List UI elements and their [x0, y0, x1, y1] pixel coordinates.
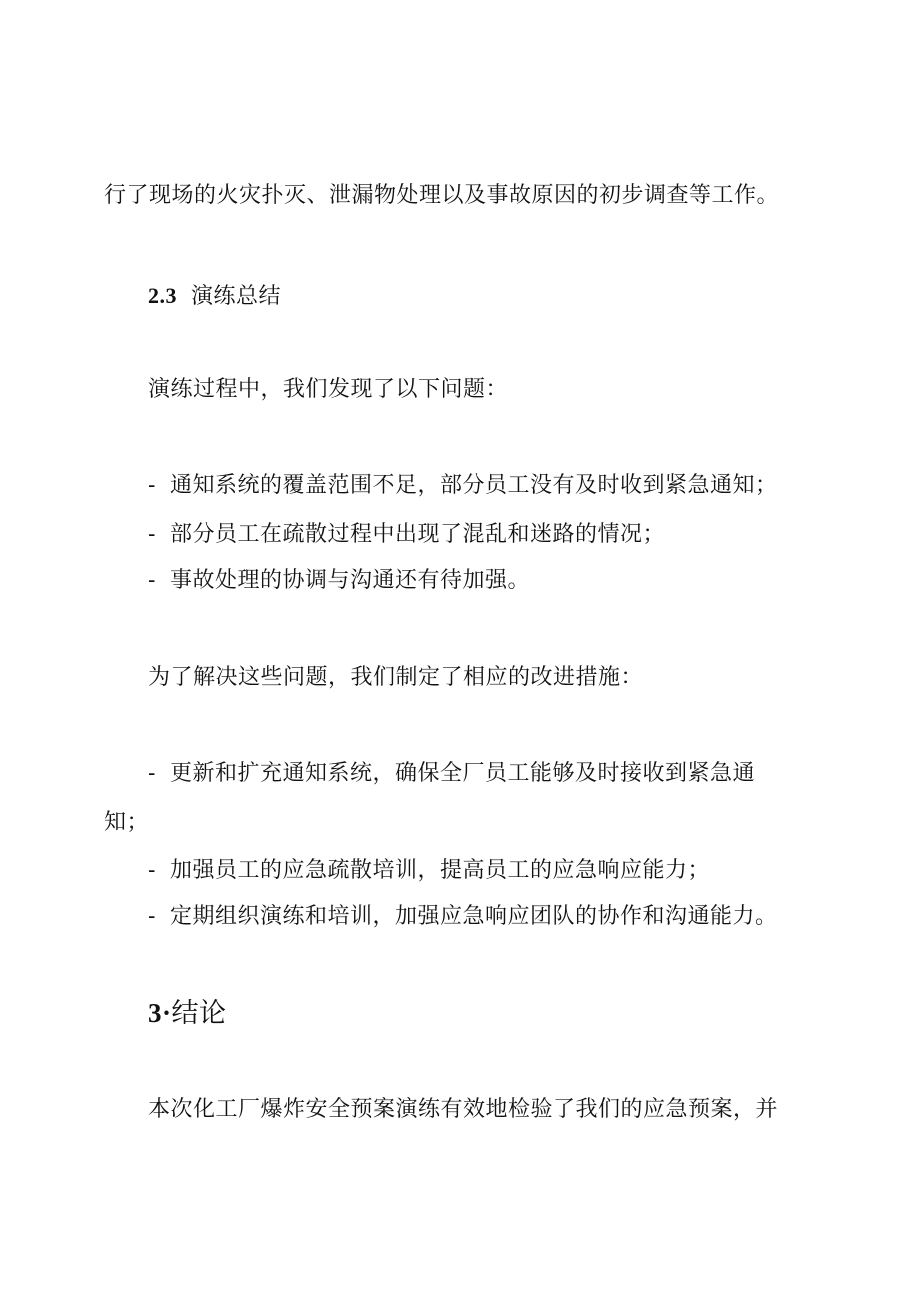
list-item-problem-3 [148, 566, 530, 596]
section-number: 3· [148, 998, 172, 1028]
section-number: 2.3 [148, 283, 177, 308]
list-item-text: 通知系统的覆盖范围不足，部分员工没有及时收到紧急通知； [170, 473, 778, 498]
section-title: 结论 [171, 998, 227, 1029]
list-item-problem-2 [148, 520, 665, 550]
section-title: 演练总结 [191, 284, 282, 309]
bullet-dash: - [148, 522, 156, 547]
list-item-improvement-3 [148, 902, 778, 932]
list-item-text: 更新和扩充通知系统，确保全厂员工能够及时接收到紧急通 [170, 761, 756, 786]
list-item-problem-1 [148, 471, 778, 501]
list-item-improvement-2 [148, 856, 710, 886]
bullet-dash: - [148, 473, 156, 498]
bullet-dash: - [148, 858, 156, 883]
paragraph-problems-intro: 演练过程中，我们发现了以下问题： [148, 377, 509, 402]
bullet-dash: - [148, 568, 156, 593]
paragraph-intro-continuation: 行了现场的火灾扑灭、泄漏物处理以及事故原因的初步调查等工作。 [104, 183, 780, 208]
list-item-text: 定期组织演练和培训，加强应急响应团队的协作和沟通能力。 [170, 904, 778, 929]
section-heading-3 [148, 995, 227, 1032]
bullet-dash: - [148, 904, 156, 929]
list-item-text: 加强员工的应急疏散培训，提高员工的应急响应能力； [170, 858, 711, 883]
list-item-improvement-1 [148, 759, 755, 789]
paragraph-improvements-intro: 为了解决这些问题，我们制定了相应的改进措施： [148, 665, 644, 690]
list-item-text: 事故处理的协调与沟通还有待加强。 [170, 568, 531, 593]
list-item-improvement-1-continuation: 知； [104, 810, 150, 835]
bullet-dash: - [148, 761, 156, 786]
list-item-text: 部分员工在疏散过程中出现了混乱和迷路的情况； [170, 522, 666, 547]
section-heading-2-3 [148, 281, 281, 312]
paragraph-conclusion-line-1: 本次化工厂爆炸安全预案演练有效地检验了我们的应急预案，并 [148, 1097, 779, 1122]
